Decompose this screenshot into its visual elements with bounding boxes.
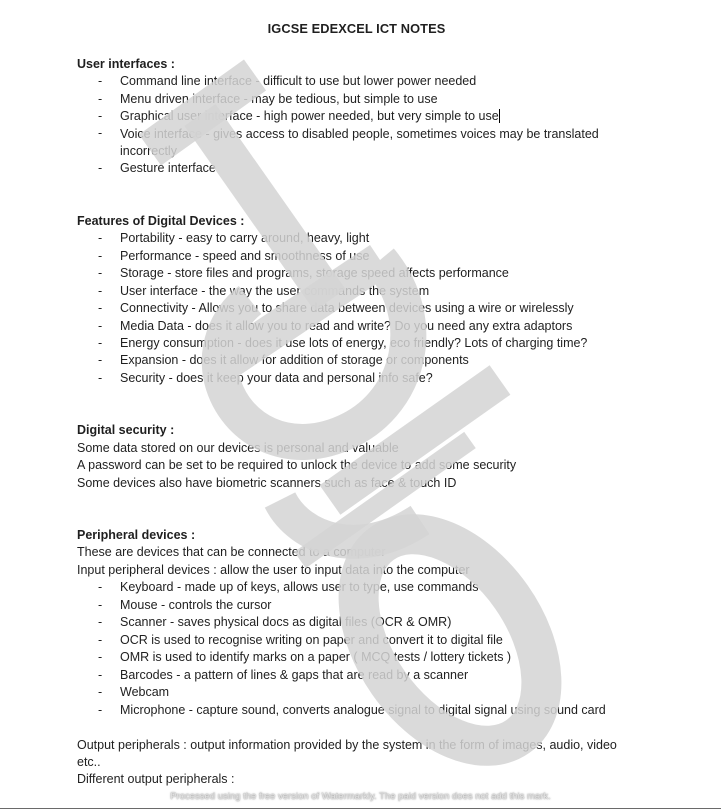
list-item-text: Scanner - saves physical docs as digital files (OCR & OMR) [120,615,452,629]
watermark-footer-text: Processed using the free version of Watermarkly. The paid version does not add this mark. [170,791,551,802]
list-item-text: Mouse - controls the cursor [120,598,272,612]
list-item-text: Portability - easy to carry around, heavy, light [120,231,370,245]
paragraph-line: Some data stored on our devices is personal and valuable [77,441,399,455]
list-item-text: OCR is used to recognise writing on paper and convert it to digital file [120,633,503,647]
list-item-text: Storage - store files and programs, storage speed affects performance [120,266,509,280]
list-item-text: Graphical user interface - high power needed, but very simple to use [120,109,499,123]
document-title: IGCSE EDEXCEL ICT NOTES [267,21,446,36]
list-item-text: Voice interface - gives access to disabled people, sometimes voices may be translated incorrectly [120,127,599,159]
list-item-text: Security - does it keep your data and personal info safe? [120,371,433,385]
paragraph-line: These are devices that can be connected to a computer [77,545,386,559]
bullet-dash: - [98,336,103,350]
list-item-text: Keyboard - made up of keys, allows user to type, use commands [120,580,479,594]
bullet-dash: - [98,685,103,699]
list-item-text: Menu driven interface - may be tedious, but simple to use [120,92,438,106]
bullet-dash: - [98,668,103,682]
heading-user-interfaces: User interfaces : [77,57,175,71]
bullet-dash: - [98,580,103,594]
bullet-dash: - [98,650,103,664]
list-item-text: Gesture interface [120,161,216,175]
bullet-dash: - [98,371,103,385]
bullet-dash: - [98,301,103,315]
bullet-dash: - [98,633,103,647]
list-item-text: Expansion - does it allow for addition of storage or components [120,353,469,367]
heading-peripheral-devices: Peripheral devices : [77,528,196,542]
paragraph-line: Different output peripherals : [77,772,235,786]
bullet-dash: - [98,284,103,298]
list-item-text: Performance - speed and smoothness of use [120,249,370,263]
bottom-divider [0,808,721,809]
bullet-dash: - [98,109,103,123]
bullet-dash: - [98,231,103,245]
bullet-dash: - [98,615,103,629]
bullet-dash: - [98,161,103,175]
bullet-dash: - [98,703,103,717]
bullet-dash: - [98,74,103,88]
list-item-text: Command line interface - difficult to use but lower power needed [120,74,477,88]
bullet-dash: - [98,319,103,333]
list-item-text: Microphone - capture sound, converts analogue signal to digital signal using sound card [120,703,606,717]
list-item-text: User interface - the way the user commands the system [120,284,430,298]
paragraph-line: Some devices also have biometric scanners such as face & touch ID [77,476,457,490]
list-item-text: Media Data - does it allow you to read and write? Do you need any extra adaptors [120,319,573,333]
bullet-dash: - [98,598,103,612]
watermark-stroke [280,500,420,542]
bullet-dash: - [98,266,103,280]
paragraph-line: Output peripherals : output information provided by the system in the form of images, audio, video etc.. [77,738,617,770]
list-item-text: OMR is used to identify marks on a paper ( MCQ tests / lottery tickets ) [120,650,512,664]
bullet-dash: - [98,126,103,140]
bullet-dash: - [98,92,103,106]
heading-digital-security: Digital security : [77,423,175,437]
bullet-dash: - [98,353,103,367]
list-item-text: Energy consumption - does it use lots of energy, eco friendly? Lots of charging time? [120,336,588,350]
list-item-text: Webcam [120,685,170,699]
list-item-text: Barcodes - a pattern of lines & gaps that are read by a scanner [120,668,469,682]
heading-features: Features of Digital Devices : [77,214,245,228]
bullet-dash: - [98,249,103,263]
list-item-text: Connectivity - Allows you to share data between devices using a wire or wirelessly [120,301,574,315]
list-item-text-with-cursor[interactable] [120,109,500,123]
paragraph-line: Input peripheral devices : allow the user to input data into the computer [77,563,470,577]
text-cursor [499,109,500,123]
paragraph-line: A password can be set to be required to unlock the device to add some security [77,458,517,472]
